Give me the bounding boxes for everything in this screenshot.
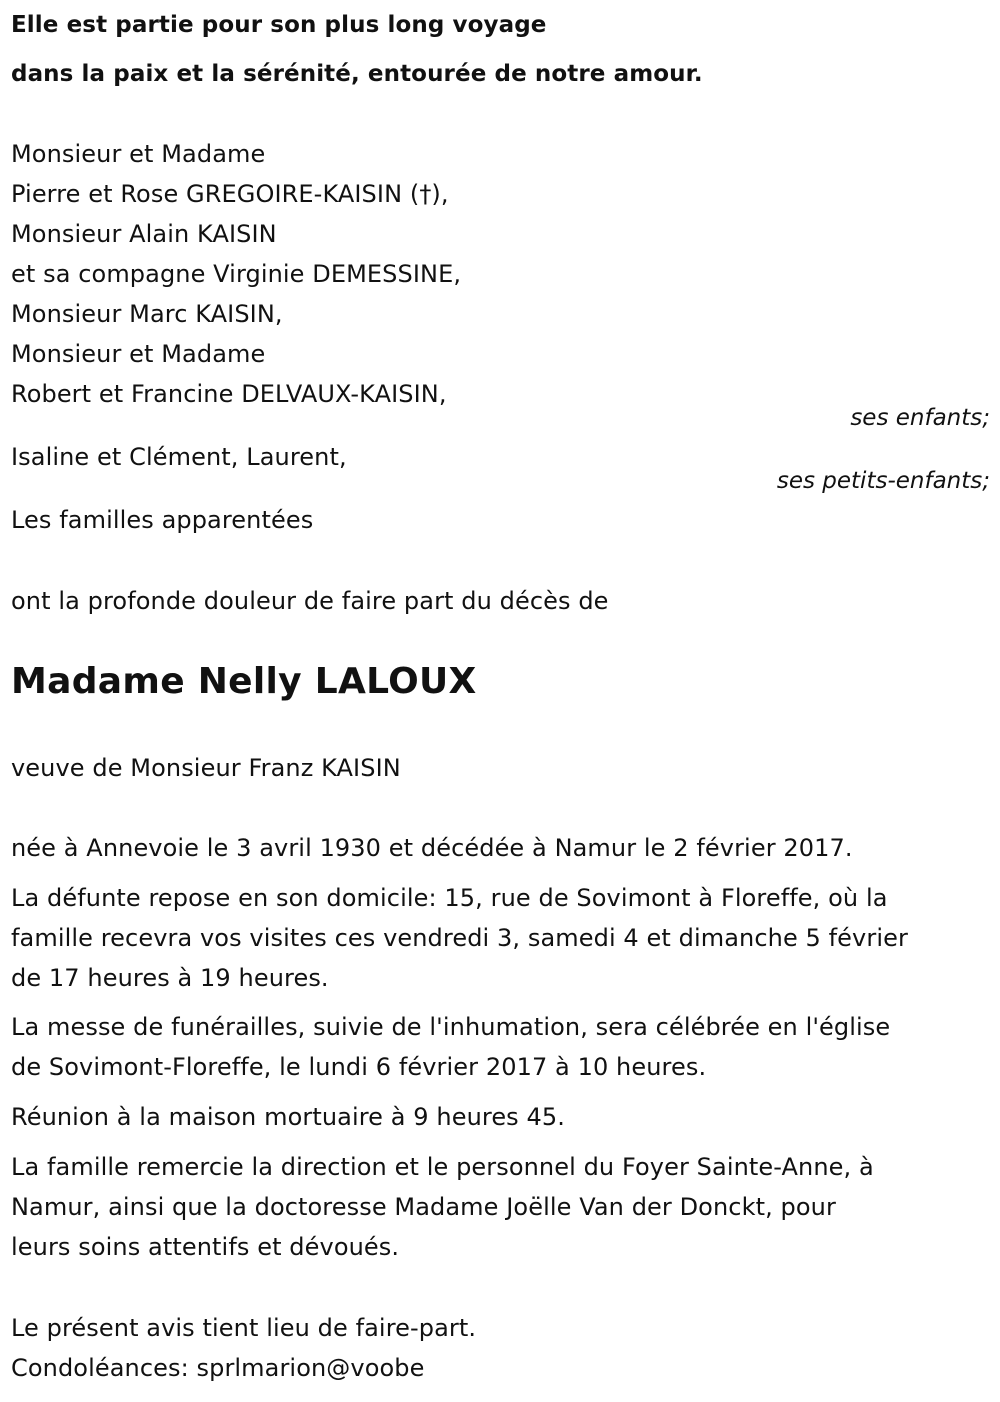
thanks-line: Namur, ainsi que la doctoresse Madame Joëlle Van der Donckt, pour [11, 1193, 836, 1221]
widow-of-line: veuve de Monsieur Franz KAISIN [11, 754, 401, 782]
thanks-line: La famille remercie la direction et le personnel du Foyer Sainte-Anne, à [11, 1153, 874, 1181]
grandchildren-label: ses petits-enfants; [776, 468, 990, 494]
notice-line: Le présent avis tient lieu de faire-part. [11, 1314, 477, 1342]
visitation-line: famille recevra vos visites ces vendredi 3, samedi 4 et dimanche 5 février [11, 924, 908, 952]
children-label: ses enfants; [850, 405, 990, 431]
child-line: et sa compagne Virginie DEMESSINE, [11, 260, 462, 288]
thanks-line: leurs soins attentifs et dévoués. [11, 1233, 400, 1261]
funeral-line: La messe de funérailles, suivie de l'inhumation, sera célébrée en l'église [11, 1013, 891, 1041]
visitation-line: La défunte repose en son domicile: 15, rue de Sovimont à Floreffe, où la [11, 884, 888, 912]
deceased-name: Madame Nelly LALOUX [11, 661, 477, 702]
relatives-line: Les familles apparentées [11, 506, 314, 534]
child-line: Robert et Francine DELVAUX-KAISIN, [11, 380, 447, 408]
child-line: Pierre et Rose GREGOIRE-KAISIN (†), [11, 180, 449, 208]
funeral-line: de Sovimont-Floreffe, le lundi 6 février 2017 à 10 heures. [11, 1053, 707, 1081]
intro-line-1: Elle est partie pour son plus long voyage [11, 12, 547, 38]
intro-line-2: dans la paix et la sérénité, entourée de notre amour. [11, 61, 703, 87]
child-line: Monsieur et Madame [11, 340, 266, 368]
birth-death-line: née à Annevoie le 3 avril 1930 et décédée à Namur le 2 février 2017. [11, 834, 853, 862]
condolences-line: Condoléances: sprlmarion@voobe [11, 1354, 425, 1382]
child-line: Monsieur et Madame [11, 140, 266, 168]
child-line: Monsieur Alain KAISIN [11, 220, 277, 248]
visitation-line: de 17 heures à 19 heures. [11, 964, 329, 992]
meeting-line: Réunion à la maison mortuaire à 9 heures 45. [11, 1103, 565, 1131]
child-line: Monsieur Marc KAISIN, [11, 300, 283, 328]
grandchildren-line: Isaline et Clément, Laurent, [11, 443, 347, 471]
announcement-line: ont la profonde douleur de faire part du décès de [11, 587, 609, 615]
